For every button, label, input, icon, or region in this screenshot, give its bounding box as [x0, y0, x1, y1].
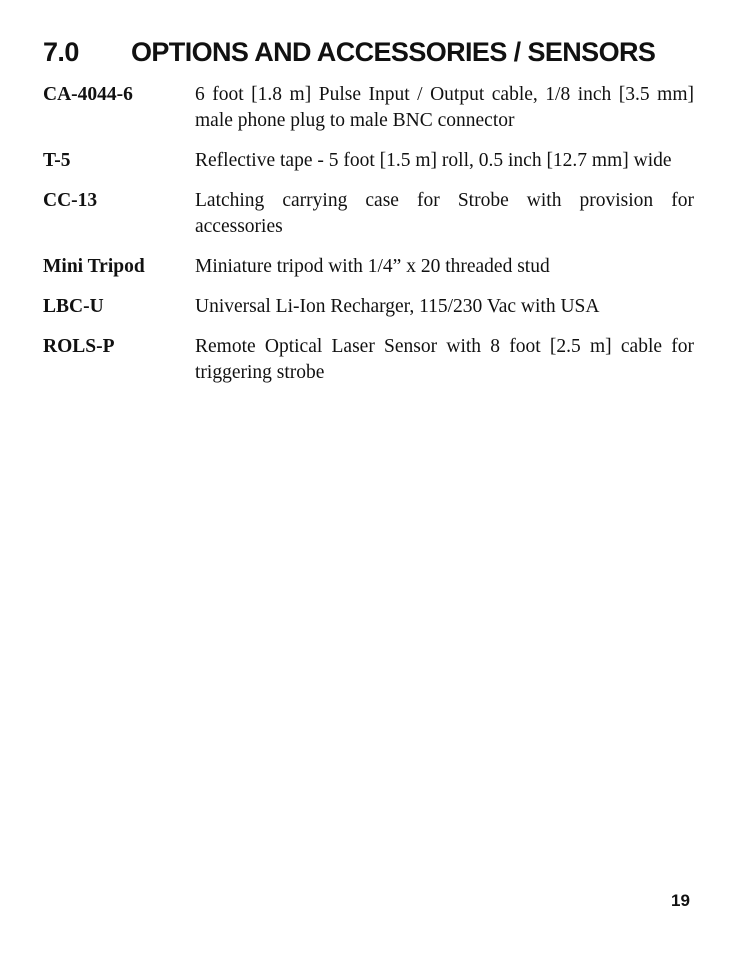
list-item	[43, 294, 694, 320]
section-heading	[43, 36, 703, 68]
item-description: 6 foot [1.8 m] Pulse Input / Output cable, 1/8 inch [3.5 mm] male phone plug to male BNC connector	[195, 84, 694, 131]
item-code: CA-4044-6	[43, 84, 133, 105]
item-code: CC-13	[43, 190, 98, 211]
list-item	[43, 254, 694, 280]
section-number: 7.0	[43, 37, 79, 67]
item-description: Universal Li-Ion Recharger, 115/230 Vac with USA	[195, 296, 600, 317]
item-code: ROLS-P	[43, 336, 115, 357]
page-number: 19	[671, 891, 690, 910]
item-code: Mini Tripod	[43, 256, 145, 277]
item-description: Miniature tripod with 1/4” x 20 threaded stud	[195, 256, 550, 277]
item-description: Remote Optical Laser Sensor with 8 foot [2.5 m] cable for triggering strobe	[195, 336, 694, 383]
section-title: OPTIONS AND ACCESSORIES / SENSORS	[131, 37, 656, 67]
accessories-list	[43, 82, 694, 400]
item-description: Reflective tape - 5 foot [1.5 m] roll, 0.5 inch [12.7 mm] wide	[195, 150, 672, 171]
list-item	[43, 334, 694, 386]
item-description: Latching carrying case for Strobe with provision for accessories	[195, 190, 694, 237]
list-item	[43, 188, 694, 240]
list-item	[43, 82, 694, 134]
item-code: LBC-U	[43, 296, 104, 317]
list-item	[43, 148, 694, 174]
item-code: T-5	[43, 150, 71, 171]
